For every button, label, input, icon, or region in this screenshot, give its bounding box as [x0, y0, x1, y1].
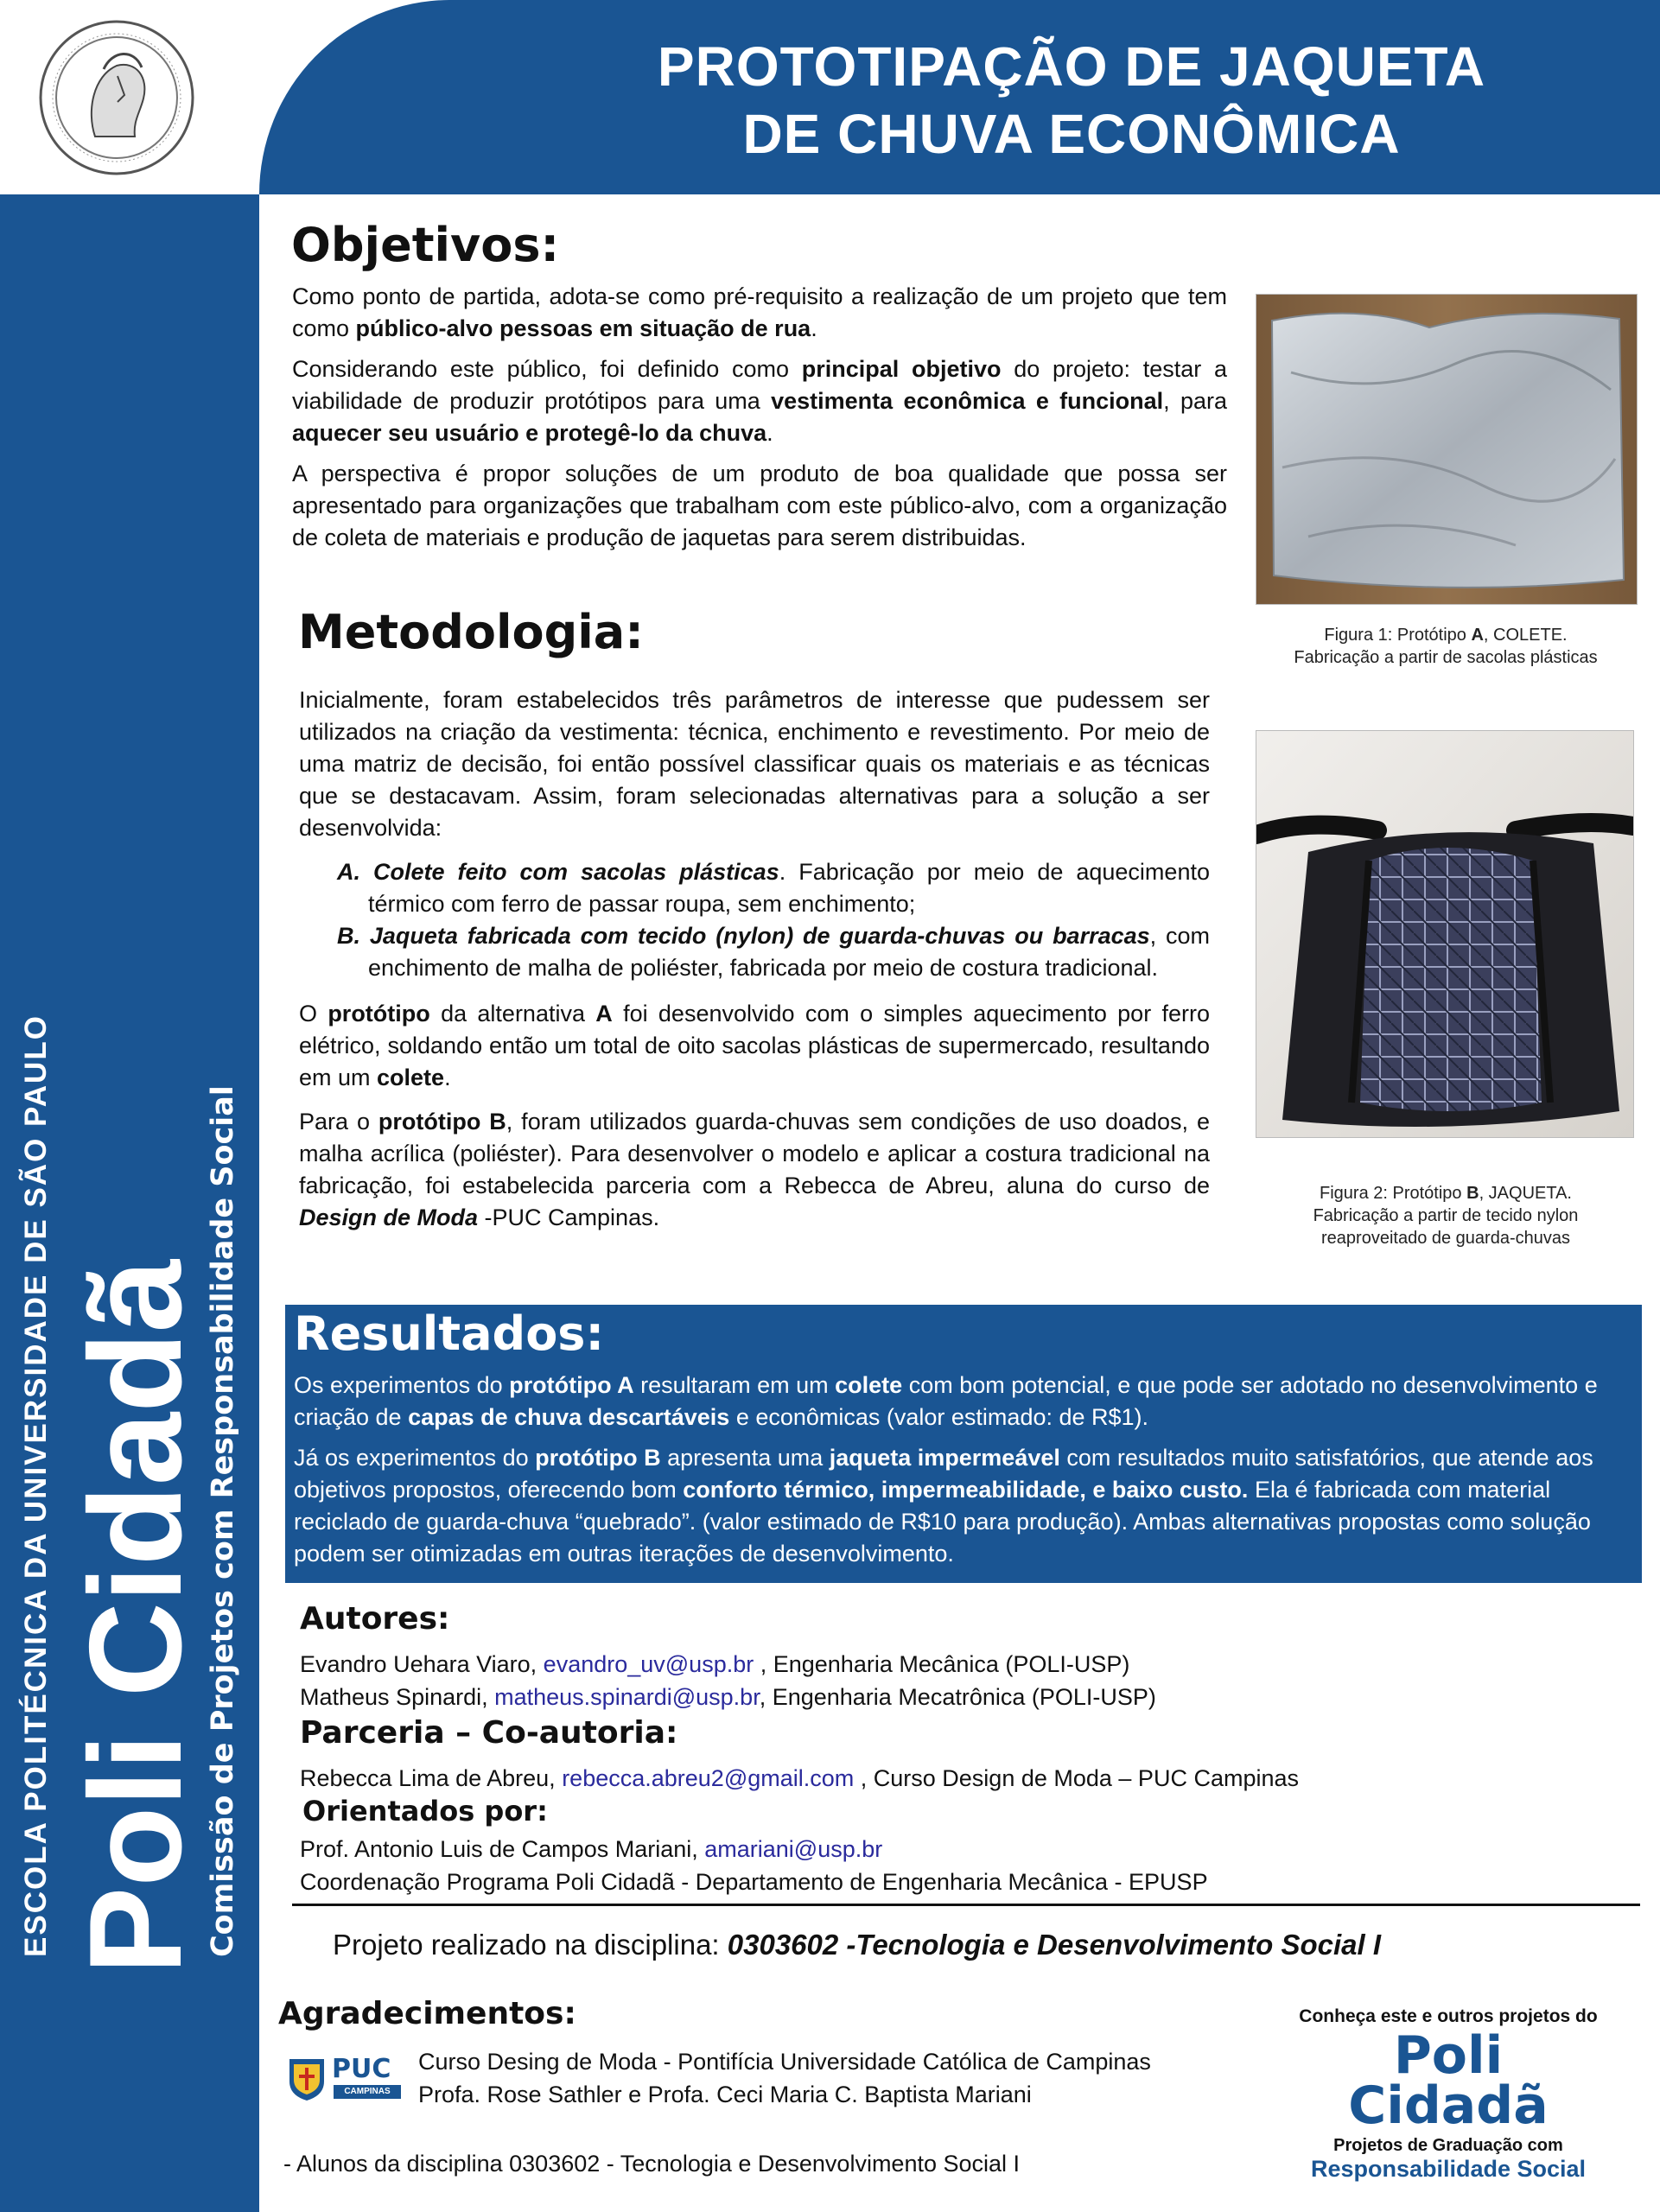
- objetivos-section: [292, 281, 1227, 563]
- alternative-a: A. Colete feito com sacolas plásticas. Fabricação por meio de aquecimento térmico com ferro de passar roupa, sem enchimento;: [337, 859, 1210, 917]
- resultados-paragraph-1: Os experimentos do protótipo A resultaram em um colete com bom potencial, e que pode ser adotado no desenvolvimento e criação de capas de chuva descartáveis e econômicas (valor estimado: de R$1).: [294, 1372, 1598, 1430]
- disciplina-line: Projeto realizado na disciplina: 0303602 -Tecnologia e Desenvolvimento Social I: [333, 1929, 1382, 1961]
- resultados-paragraph-2: Já os experimentos do protótipo B apresenta uma jaqueta impermeável com resultados muito satisfatórios, que atende aos objetivos propostos, oferecendo bom conforto térmico, impermeabilidade, e baixo custo. Ela é fabricada com material reciclado de guarda-chuva “quebrado”. (valor estimado de R$10 para produção). Ambas alternativas propostas como solução podem ser otimizadas em outras iterações de desenvolvimento.: [294, 1445, 1593, 1567]
- promo-line-1: Conheça este e outros projetos do: [1299, 2006, 1598, 2026]
- agradecimento-2: Profa. Rose Sathler e Profa. Ceci Maria C. Baptista Mariani: [418, 2082, 1032, 2107]
- poli-seal-icon: [35, 16, 199, 180]
- resultados-section: [294, 1370, 1635, 1577]
- autor-2: Matheus Spinardi, matheus.spinardi@usp.br, Engenharia Mecatrônica (POLI-USP): [300, 1684, 1156, 1710]
- metodologia-heading: Metodologia:: [298, 605, 644, 659]
- objetivos-paragraph-3: A perspectiva é propor soluções de um produto de boa qualidade que possa ser apresentado para organizações que trabalham com este público-alvo, com a organização de coleta de materiais e produção de jaquetas para serem distribuidas.: [292, 461, 1227, 550]
- poli-cidada-promo: [1275, 1987, 1621, 2195]
- agradecimentos-heading: Agradecimentos:: [278, 1996, 576, 2031]
- figure-1-caption: Figura 1: Protótipo A, COLETE. Fabricação a partir de sacolas plásticas: [1294, 626, 1598, 667]
- metodologia-paragraph-2: O protótipo da alternativa A foi desenvolvido com o simples aquecimento por ferro elétrico, soldando então um total de oito sacolas plásticas de supermercado, resultando em um colete.: [299, 1001, 1211, 1090]
- title-line-1: PROTOTIPAÇÃO DE JAQUETA: [657, 35, 1486, 98]
- objetivos-heading: Objetivos:: [291, 218, 560, 272]
- parceria-email-link[interactable]: rebecca.abreu2@gmail.com: [562, 1765, 855, 1791]
- resultados-heading: Resultados:: [294, 1306, 605, 1361]
- agradecimento-1: Curso Desing de Moda - Pontifícia Universidade Católica de Campinas: [418, 2049, 1151, 2075]
- orientador-coordination: Coordenação Programa Poli Cidadã - Departamento de Engenharia Mecânica - EPUSP: [300, 1869, 1208, 1895]
- promo-brand-2: Cidadã: [1348, 2075, 1549, 2136]
- alternatives-list: [299, 856, 1210, 984]
- parceria-heading: Parceria – Co-autoria:: [300, 1715, 678, 1751]
- autor-1-email-link[interactable]: evandro_uv@usp.br: [543, 1651, 754, 1677]
- objetivos-paragraph-2: Considerando este público, foi definido como principal objetivo do projeto: testar a viabilidade de produzir protótipos para uma vestimenta econômica e funcional, para aquecer seu usuário e protegê-lo da chuva.: [292, 356, 1228, 446]
- orientador-line: Prof. Antonio Luis de Campos Mariani, amariani@usp.br: [300, 1836, 883, 1862]
- sidebar-brand: Poli Cidadã: [62, 1259, 209, 1974]
- autores-heading: Autores:: [300, 1601, 450, 1637]
- sidebar-commission: Comissão de Projetos com Responsabilidade Social: [206, 1085, 240, 1957]
- parceria-line: Rebecca Lima de Abreu, rebecca.abreu2@gmail.com , Curso Design de Moda – PUC Campinas: [300, 1765, 1299, 1791]
- promo-line-2: Projetos de Graduação com: [1333, 2136, 1563, 2155]
- figure-1-photo: [1256, 294, 1638, 605]
- title-line-2: DE CHUVA ECONÔMICA: [742, 103, 1401, 165]
- figure-2-photo: [1256, 730, 1634, 1138]
- agradecimento-3: - Alunos da disciplina 0303602 - Tecnologia e Desenvolvimento Social I: [283, 2151, 1021, 2177]
- promo-line-3: Responsabilidade Social: [1310, 2156, 1587, 2182]
- divider: [292, 1904, 1640, 1906]
- puc-logo: PUC CAMPINAS: [285, 2052, 402, 2102]
- alternative-b: B. Jaqueta fabricada com tecido (nylon) de guarda-chuvas ou barracas, com enchimento de malha de poliéster, fabricada por meio de costura tradicional.: [337, 923, 1210, 981]
- autor-1: Evandro Uehara Viaro, evandro_uv@usp.br , Engenharia Mecânica (POLI-USP): [300, 1651, 1130, 1677]
- sidebar-school-name: ESCOLA POLITÉCNICA DA UNIVERSIDADE DE SÃO PAULO: [19, 1014, 53, 1957]
- promo-brand-1: Poli: [1393, 2025, 1504, 2086]
- orientador-email-link[interactable]: amariani@usp.br: [704, 1836, 883, 1862]
- puc-crest-icon: [285, 2052, 328, 2102]
- figure-2-caption: Figura 2: Protótipo B, JAQUETA. Fabricação a partir de tecido nylon reaproveitado de guarda-chuvas: [1313, 1184, 1579, 1248]
- metodologia-paragraph-3: Para o protótipo B, foram utilizados guarda-chuvas sem condições de uso doados, e malha acrílica (poliéster). Para desenvolver o modelo e aplicar a costura tradicional na fabricação, foi estabelecida parceria com a Rebecca de Abreu, aluna do curso de Design de Moda -PUC Campinas.: [299, 1109, 1210, 1230]
- objetivos-paragraph-1: Como ponto de partida, adota-se como pré-requisito a realização de um projeto que tem como público-alvo pessoas em situação de rua.: [292, 283, 1227, 341]
- metodologia-paragraph-1: Inicialmente, foram estabelecidos três parâmetros de interesse que pudessem ser utilizados na criação da vestimenta: técnica, enchimento e revestimento. Por meio de uma matriz de decisão, foi então possível classificar quais os materiais e as técnicas que se destacavam. Assim, foram selecionadas alternativas para a solução a ser desenvolvida:: [299, 687, 1210, 841]
- orientados-heading: Orientados por:: [302, 1795, 548, 1827]
- metodologia-section: [299, 684, 1210, 1243]
- autor-2-email-link[interactable]: matheus.spinardi@usp.br: [494, 1684, 760, 1710]
- poster-title: [536, 33, 1607, 168]
